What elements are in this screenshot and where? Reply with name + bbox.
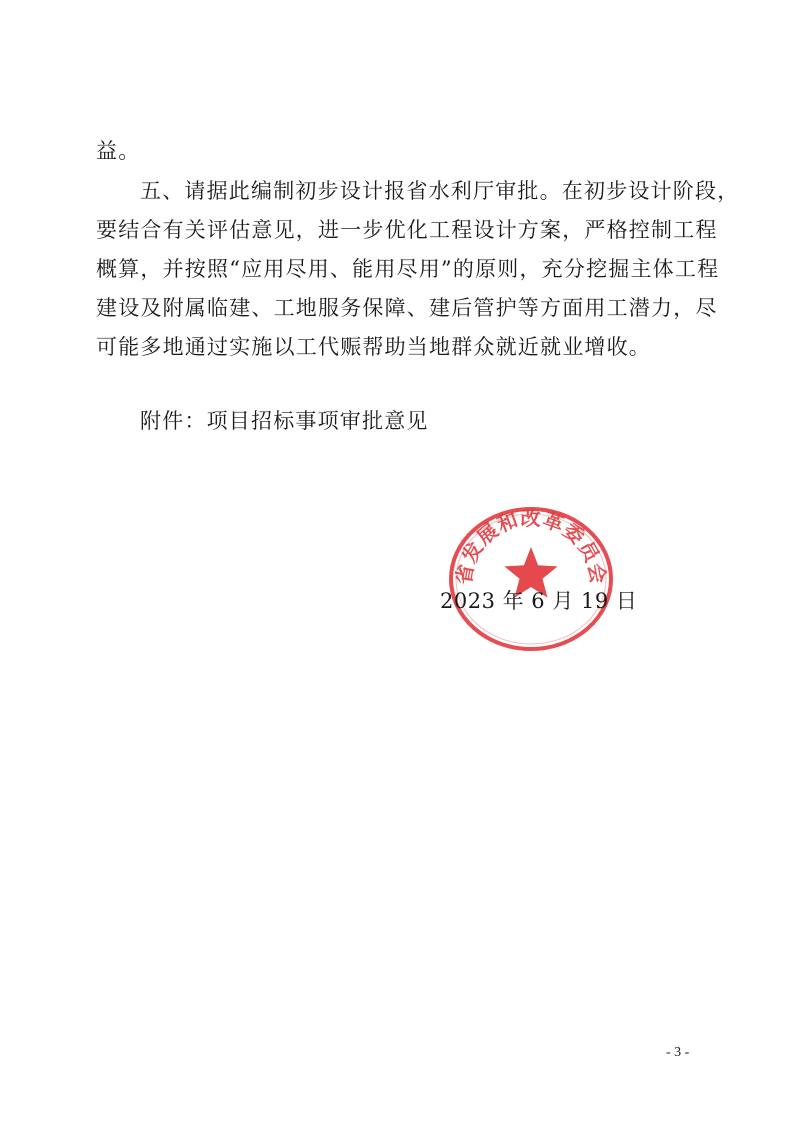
official-seal xyxy=(447,503,615,653)
body-line-1: 益。 xyxy=(96,139,141,163)
body-line-6: 可能多地通过实施以工代赈帮助当地群众就近就业增收。 xyxy=(96,335,651,359)
attachment-note: 附件：项目招标事项审批意见 xyxy=(140,409,429,433)
body-line-3: 要结合有关评估意见，进一步优化工程设计方案，严格控制工程 xyxy=(96,218,718,242)
body-line-2: 五、请据此编制初步设计报省水利厅审批。在初步设计阶段， xyxy=(140,179,740,203)
page-number: - 3 - xyxy=(666,1045,690,1060)
body-line-4: 概算，并按照“应用尽用、能用尽用”的原则，充分挖掘主体工程 xyxy=(96,257,720,281)
seal-text: 省发展和改革委员会 xyxy=(451,506,611,587)
issue-date: 2023 年 6 月 19 日 xyxy=(440,589,638,613)
body-line-5: 建设及附属临建、工地服务保障、建后管护等方面用工潜力，尽 xyxy=(96,296,718,320)
